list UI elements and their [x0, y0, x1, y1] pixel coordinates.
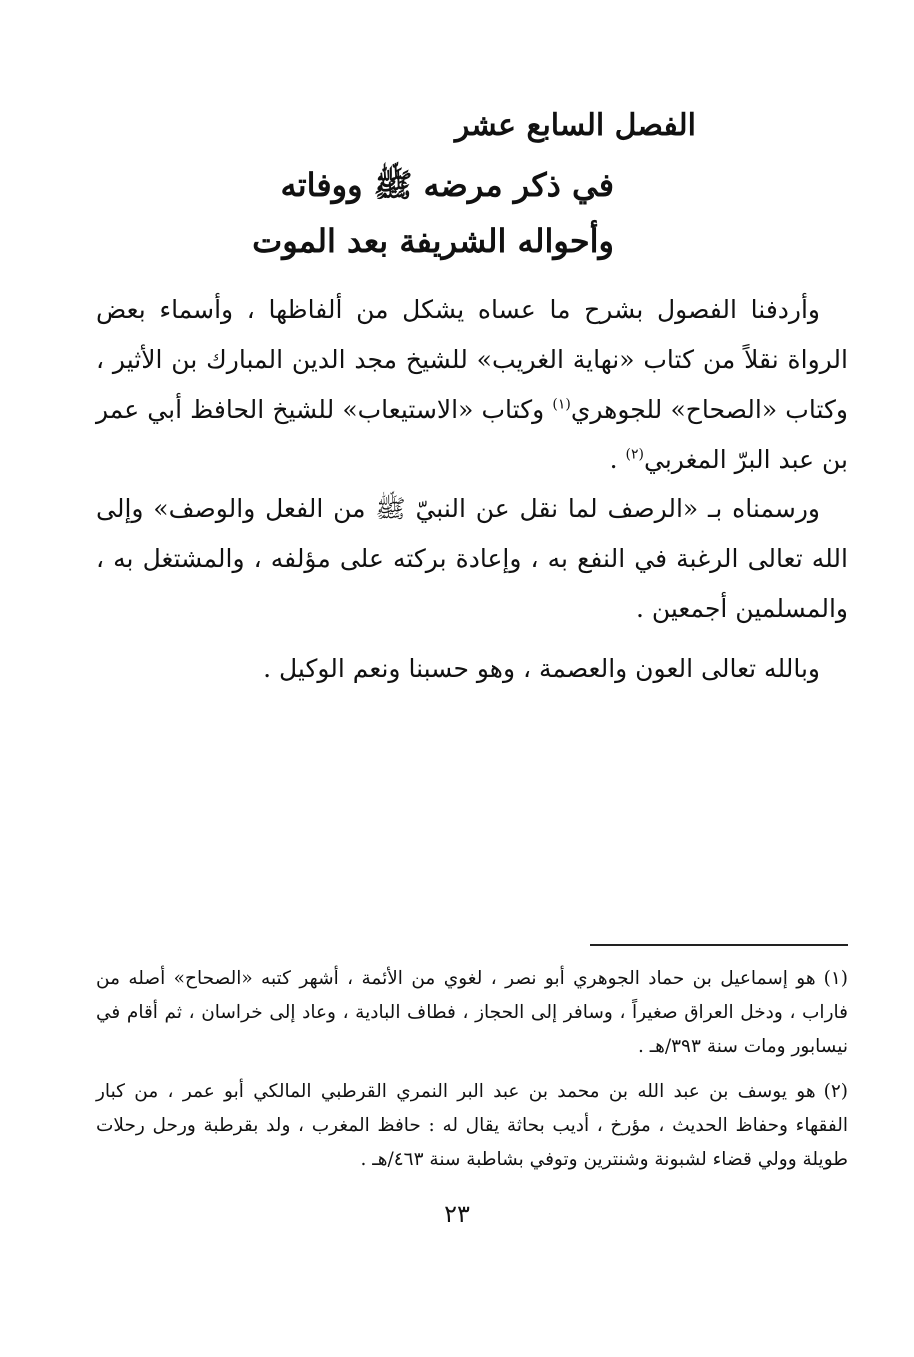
chapter-subtitle-line2: وأحواله الشريفة بعد الموت [252, 222, 614, 260]
footnote-ref-2: (٢) [625, 446, 645, 463]
footnote-2-text: هو يوسف بن عبد الله بن محمد بن عبد البر النمري القرطبي المالكي أبو عمر ، من كبار الفقهاء وحفاظ الحديث ، مؤرخ ، أديب بحاثة يقال له : حافظ المغرب ، ولد بقرطبة ورحل رحلات طويلة وولي قضاء لشبونة وشنترين وتوفي بشاطبة سنة ٤٦٣/هـ . [96, 1081, 848, 1170]
page-number: ٢٣ [444, 1200, 470, 1228]
footnote-1-text: هو إسماعيل بن حماد الجوهري أبو نصر ، لغوي من الأئمة ، أشهر كتبه «الصحاح» أصله من فاراب ، ودخل العراق صغيراً ، وسافر إلى الحجاز ، فطاف البادية ، وعاد إلى خراسان ، ثم أقام في نيسابور ومات سنة ٣٩٣/هـ . [96, 968, 848, 1057]
paragraph-1-text-c: . [609, 445, 626, 474]
paragraph-1-text-a: وأردفنا الفصول بشرح ما عساه يشكل من ألفاظها ، وأسماء بعض الرواة نقلاً من كتاب «نهاية الغريب» للشيخ مجد الدين المبارك بن الأثير ، وكتاب «الصحاح» للجوهري [96, 295, 848, 424]
footnote-1 [96, 962, 848, 1064]
paragraph-1 [96, 285, 848, 485]
paragraph-1-text-b: وكتاب «الاستيعاب» للشيخ الحافظ أبي عمر بن عبد البرّ المغربي [96, 395, 848, 474]
paragraph-2: ورسمناه بـ «الرصف لما نقل عن النبيّ ﷺ من الفعل والوصف» وإلى الله تعالى الرغبة في النفع به ، وإعادة بركته على مؤلفه ، والمشتغل به ، والمسلمين أجمعين . [96, 494, 848, 623]
paragraph-3: وبالله تعالى العون والعصمة ، وهو حسبنا ونعم الوكيل . [263, 654, 820, 683]
footnote-2-number: (٢) [823, 1081, 848, 1102]
footnote-ref-1: (١) [552, 396, 571, 413]
footnote-2 [96, 1075, 848, 1177]
footnote-1-number: (١) [823, 968, 848, 989]
chapter-subtitle-line1: في ذكر مرضه ﷺ ووفاته [280, 166, 614, 204]
footnote-divider [590, 944, 848, 946]
chapter-title: الفصل السابع عشر [454, 108, 696, 143]
